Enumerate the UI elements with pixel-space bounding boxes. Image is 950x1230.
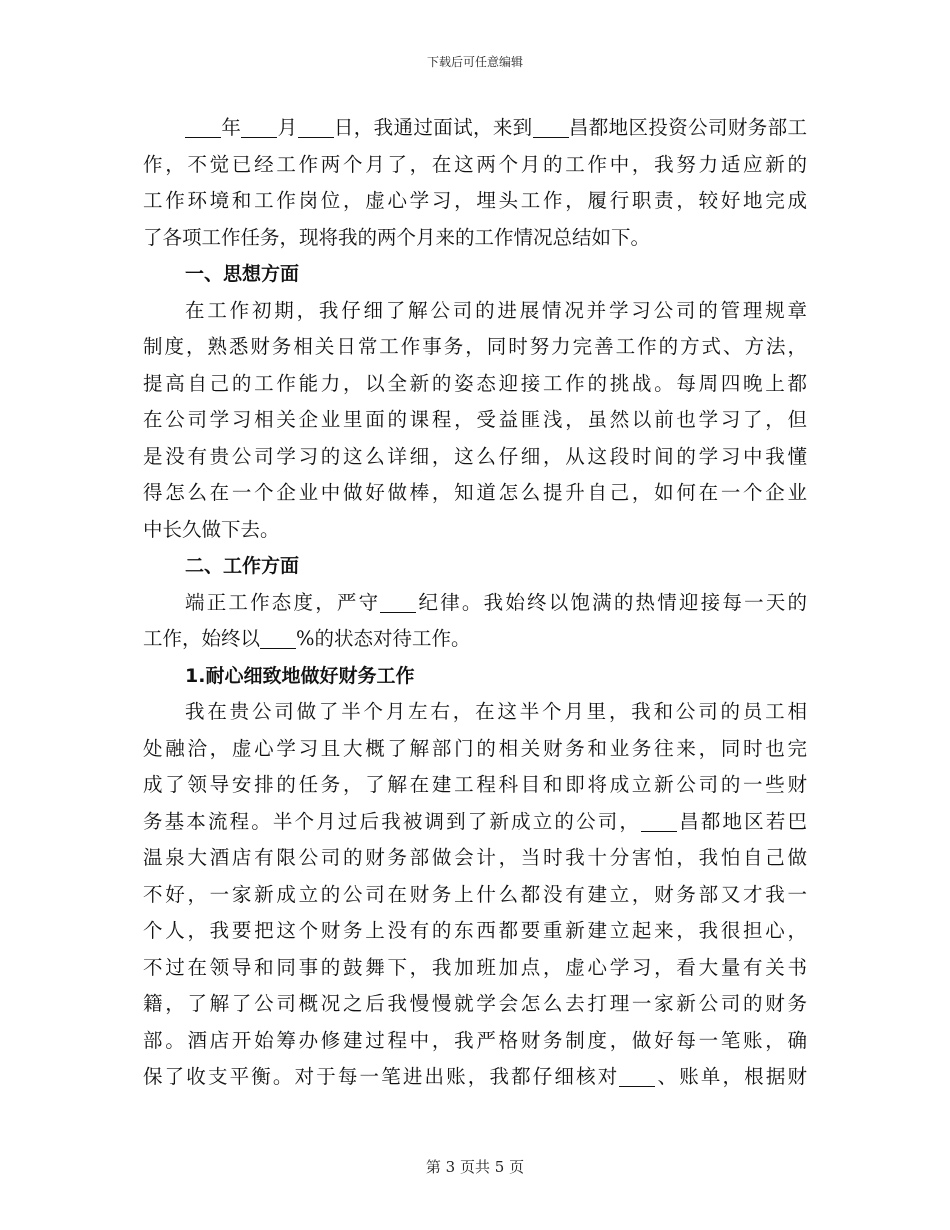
voucher-blank — [619, 1066, 655, 1087]
page-footer: 第 3 页共 5 页 — [425, 1158, 525, 1176]
subsection1-line: 籍，了解了公司概况之后我慢慢就学会怎么去打理一家新公司的财务 — [143, 992, 807, 1015]
percent-blank — [260, 628, 296, 649]
subsection1-line: 务基本流程。半个月过后我被调到了新成立的公司， 昌都地区若巴 — [143, 809, 807, 833]
section1-line: 制度，熟悉财务相关日常工作事务，同时努力完善工作的方式、方法， — [143, 335, 807, 358]
page-header: 下载后可任意编辑 — [426, 55, 523, 69]
name-blank — [533, 117, 569, 138]
subsection1-line: 成了领导安排的任务，了解在建工程科目和即将成立新公司的一些财 — [143, 773, 807, 796]
subsection1-line: 部。酒店开始筹办修建过程中，我严格财务制度，做好每一笔账，确 — [143, 1028, 807, 1052]
intro-line-2: 作，不觉已经工作两个月了，在这两个月的工作中，我努力适应新的 — [143, 152, 807, 176]
date-blank — [185, 117, 221, 138]
section1-line: 得怎么在一个企业中做好做棒，知道怎么提升自己，如何在一个企业 — [143, 481, 807, 504]
document-body — [143, 110, 807, 1096]
section-heading-thought: 一、思想方面 — [185, 263, 300, 285]
date-blank — [241, 117, 277, 138]
section1-line: 在工作初期，我仔细了解公司的进展情况并学习公司的管理规章 — [185, 298, 807, 322]
company-blank — [641, 811, 677, 832]
section1-line: 在公司学习相关企业里面的课程，受益匪浅，虽然以前也学习了，但 — [143, 408, 807, 431]
subsection-heading-finance: 1.耐心细致地做好财务工作 — [185, 664, 415, 687]
subsection1-line: 温泉大酒店有限公司的财务部做会计，当时我十分害怕，我怕自己做 — [143, 846, 807, 869]
subsection1-line: 个人，我要把这个财务上没有的东西都要重新建立起来，我很担心， — [143, 919, 807, 942]
section2-line-2: 工作，始终以 %的状态对待工作。 — [143, 627, 471, 650]
section1-line: 是没有贵公司学习的这么详细，这么仔细，从这段时间的学习中我懂 — [143, 444, 807, 468]
discipline-blank — [380, 592, 416, 613]
intro-line-1: 年 月 日，我通过面试，来到 昌都地区投资公司财务部工 — [143, 110, 807, 147]
subsection1-line: 处融洽，虚心学习且大概了解部门的相关财务和业务往来，同时也完 — [143, 736, 807, 760]
section1-line: 提高自己的工作能力，以全新的姿态迎接工作的挑战。每周四晚上都 — [143, 371, 807, 395]
subsection1-line: 保了收支平衡。对于每一笔进出账，我都仔细核对 、账单，根据财 — [143, 1065, 807, 1088]
section1-line: 中长久做下去。 — [143, 517, 280, 541]
intro-line-3: 工作环境和工作岗位，虚心学习，埋头工作，履行职责，较好地完成 — [143, 189, 807, 212]
section2-line-1: 端正工作态度，严守 纪律。我始终以饱满的热情迎接每一天的 — [185, 590, 807, 614]
subsection1-line: 不好，一家新成立的公司在财务上什么都没有建立，财务部又才我一 — [143, 882, 807, 906]
date-blank — [298, 117, 334, 138]
subsection1-line: 不过在领导和同事的鼓舞下，我加班加点，虚心学习，看大量有关书 — [143, 955, 807, 979]
intro-line-4: 了各项工作任务，现将我的两个月来的工作情况总结如下。 — [143, 225, 651, 249]
section-heading-work: 二、工作方面 — [185, 555, 300, 577]
subsection1-line: 我在贵公司做了半个月左右，在这半个月里，我和公司的员工相 — [185, 700, 807, 723]
